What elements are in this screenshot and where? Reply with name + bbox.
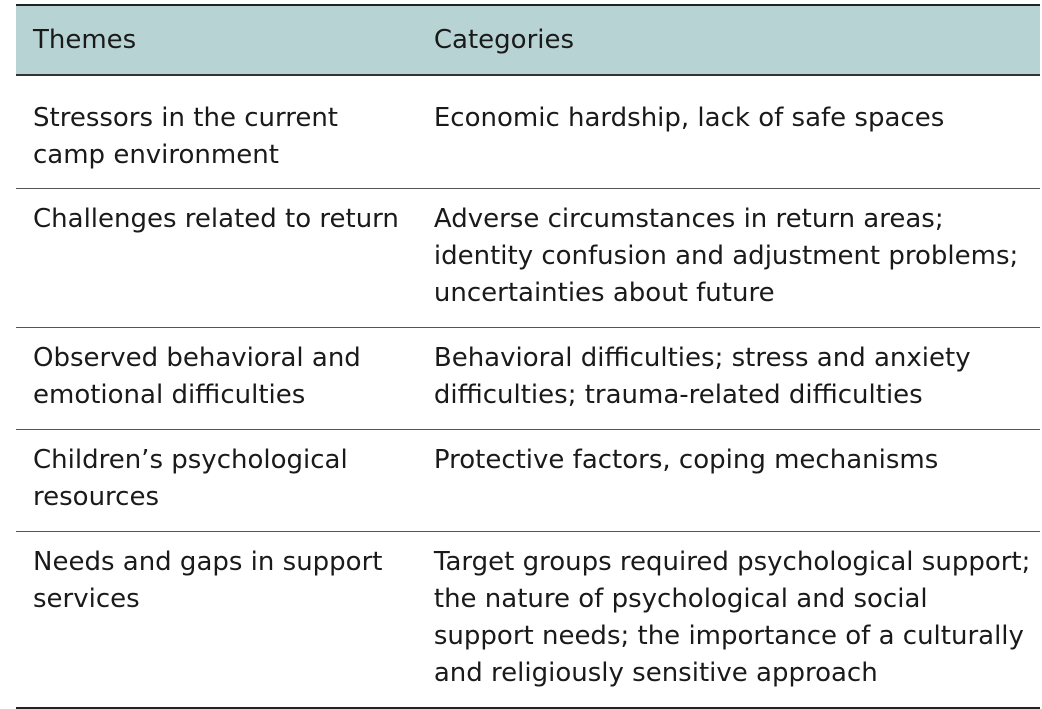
theme-cell: Children’s psychological resources — [16, 430, 417, 532]
table-row — [16, 532, 1040, 709]
header-themes: Themes — [33, 25, 137, 55]
theme-cell: Stressors in the current camp environment — [16, 75, 417, 189]
category-cell: Protective factors, coping mechanisms — [417, 430, 1040, 532]
category-cell: Economic hardship, lack of safe spaces — [417, 75, 1040, 189]
theme-cell: Challenges related to return — [16, 189, 417, 328]
table-header-row — [16, 5, 1040, 75]
category-cell: Target groups required psychological support; the nature of psychological and social support needs; the importance of a culturally and religiously sensitive approach — [433, 547, 1031, 688]
category-cell: Behavioral difficulties; stress and anxiety difficulties; trauma-related difficulties — [417, 328, 1040, 430]
table-row — [16, 189, 1040, 328]
table-row — [16, 430, 1040, 532]
category-cell: Adverse circumstances in return areas; identity confusion and adjustment problems; uncertainties about future — [417, 189, 1040, 328]
table-row — [16, 328, 1040, 430]
themes-categories-table — [16, 4, 1040, 709]
theme-cell: Needs and gaps in support services — [33, 547, 383, 614]
theme-cell: Observed behavioral and emotional difficulties — [16, 328, 417, 430]
header-categories: Categories — [433, 25, 575, 55]
table-row — [16, 75, 1040, 189]
